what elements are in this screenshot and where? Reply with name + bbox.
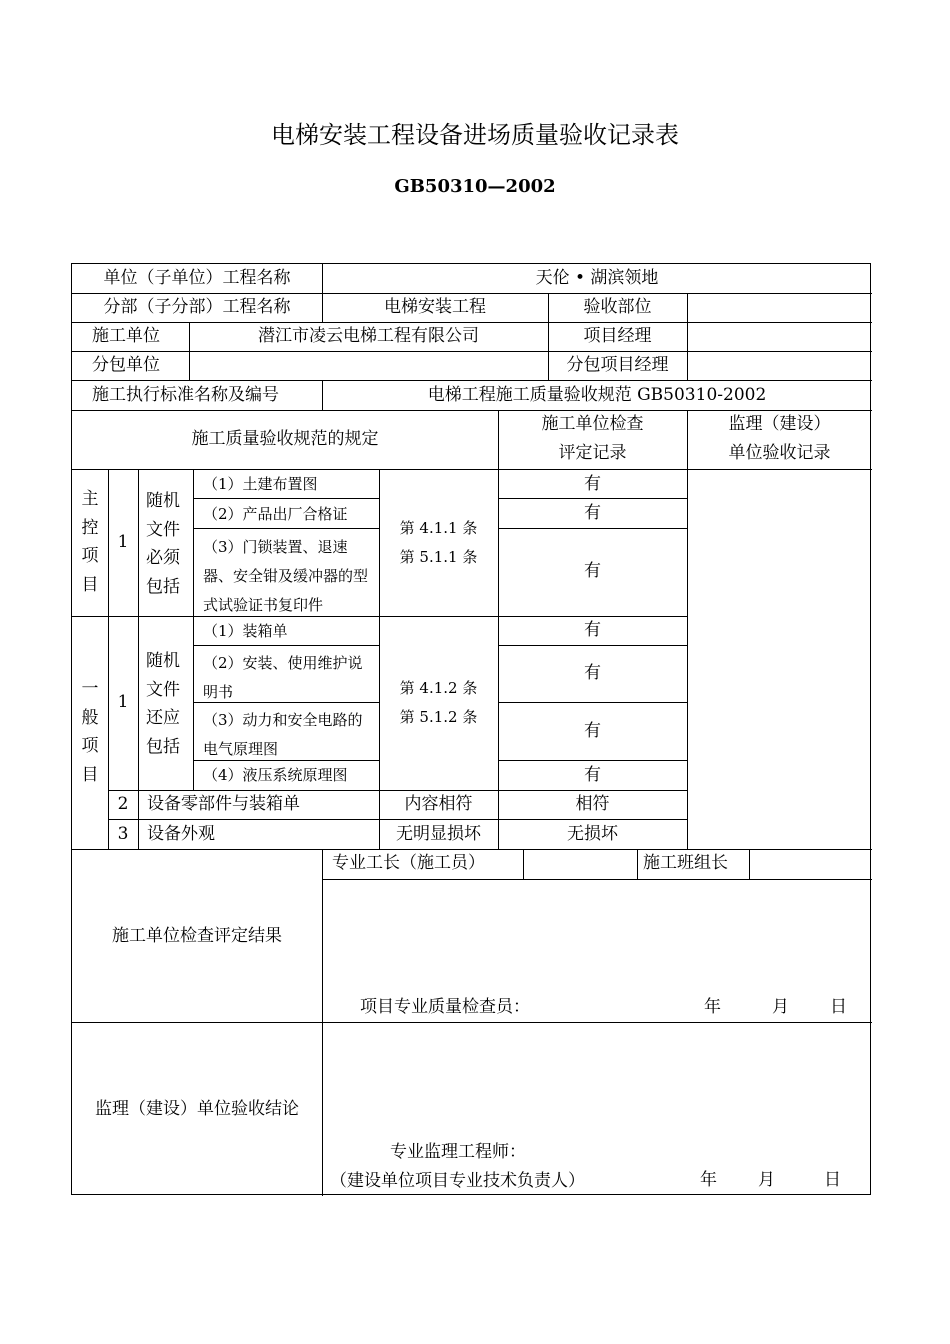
engineer-label: 专业监理工程师： — [390, 1142, 526, 1162]
supervisor-day: 日 — [824, 1170, 841, 1190]
contractor-result-label: 施工单位检查评定结果 — [112, 926, 282, 946]
subcontractor-label: 分包单位 — [92, 355, 160, 375]
unit-name-label: 单位（子单位）工程名称 — [103, 268, 291, 288]
general-row-3-no: 3 — [117, 824, 129, 844]
main-items-category: 随机文件必须包括 — [146, 491, 180, 597]
contractor-month: 月 — [772, 997, 789, 1017]
foreman-label: 专业工长（施工员） — [332, 853, 485, 873]
general-row-3-clause: 无明显损坏 — [396, 824, 481, 844]
general-clause-2: 第 5.1.2 条 — [399, 708, 478, 726]
general-sub-3: （3）动力和安全电路的电气原理图 — [203, 711, 363, 758]
unit-name-value: 天伦 • 湖滨领地 — [535, 268, 659, 288]
supervisor-month: 月 — [758, 1170, 775, 1190]
record-table — [71, 263, 871, 1195]
contractor-value: 潜江市凌云电梯工程有限公司 — [258, 326, 479, 346]
general-items-group: 一般项目 — [81, 679, 99, 785]
pm-label: 项目经理 — [583, 326, 652, 346]
accept-part-label: 验收部位 — [583, 297, 652, 317]
standard-label: 施工执行标准名称及编号 — [92, 385, 279, 405]
general-row-2-no: 2 — [117, 794, 129, 814]
general-row-2-result: 相符 — [575, 794, 610, 814]
general-sub-1: （1）装箱单 — [203, 622, 288, 640]
division-label: 分部（子分部）工程名称 — [103, 297, 291, 317]
sub-pm-label: 分包项目经理 — [566, 355, 669, 375]
general-items-category: 随机文件还应包括 — [146, 651, 180, 757]
general-items-no: 1 — [117, 692, 129, 712]
main-sub-1: （1）土建布置图 — [203, 475, 318, 493]
general-sub-4: （4）液压系统原理图 — [203, 766, 348, 784]
general-clause-1: 第 4.1.2 条 — [399, 679, 478, 697]
inspector-label: 项目专业质量检查员： — [360, 997, 530, 1017]
standard-value: 电梯工程施工质量验收规范 GB50310-2002 — [427, 385, 767, 405]
spec-column-head: 施工质量验收规范的规定 — [191, 429, 379, 449]
main-items-group: 主控项目 — [81, 489, 99, 595]
general-row-2-text: 设备零部件与装箱单 — [147, 794, 300, 814]
main-clause-1: 第 4.1.1 条 — [399, 519, 478, 537]
team-leader-label: 施工班组长 — [643, 853, 728, 873]
supervisor-year: 年 — [700, 1170, 717, 1190]
general-result-1: 有 — [584, 620, 601, 640]
main-sub-2: （2）产品出厂合格证 — [203, 505, 348, 523]
division-value: 电梯安装工程 — [384, 297, 486, 317]
supervise-column-head-2: 单位验收记录 — [728, 443, 831, 463]
main-sub-3: （3）门锁装置、退速器、安全钳及缓冲器的型式试验证书复印件 — [203, 538, 369, 614]
supervisor-result-label: 监理（建设）单位验收结论 — [95, 1099, 299, 1119]
general-result-2: 有 — [584, 663, 601, 683]
general-row-3-text: 设备外观 — [147, 824, 215, 844]
main-items-no: 1 — [117, 532, 129, 552]
check-column-head-2: 评定记录 — [558, 443, 627, 463]
general-result-4: 有 — [584, 765, 601, 785]
general-row-3-result: 无损坏 — [567, 824, 618, 844]
contractor-label: 施工单位 — [92, 326, 160, 346]
general-row-2-clause: 内容相符 — [404, 794, 473, 814]
standard-code: GB50310—2002 — [394, 176, 556, 197]
page-title: 电梯安装工程设备进场质量验收记录表 — [271, 121, 679, 149]
main-result-2: 有 — [584, 503, 601, 523]
contractor-day: 日 — [830, 997, 847, 1017]
main-result-1: 有 — [584, 474, 601, 494]
general-sub-2: （2）安装、使用维护说明书 — [203, 654, 363, 701]
supervise-column-head-1: 监理（建设） — [728, 414, 831, 434]
contractor-year: 年 — [704, 997, 721, 1017]
main-clause-2: 第 5.1.1 条 — [399, 548, 478, 566]
owner-label: （建设单位项目专业技术负责人） — [330, 1171, 585, 1191]
general-result-3: 有 — [584, 721, 601, 741]
check-column-head-1: 施工单位检查 — [541, 414, 644, 434]
main-result-3: 有 — [584, 561, 601, 581]
